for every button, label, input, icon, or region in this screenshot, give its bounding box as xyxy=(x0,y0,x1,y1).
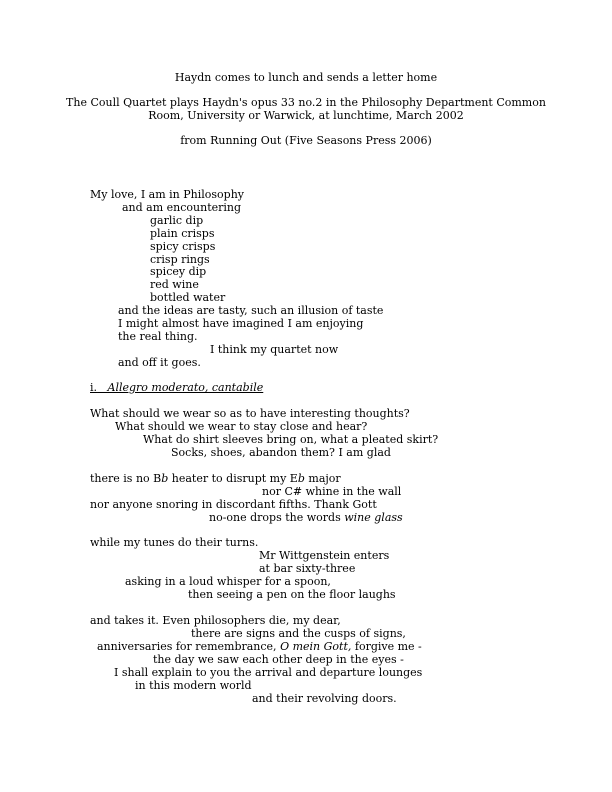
poem-line: and off it goes. xyxy=(118,356,201,369)
poem-line: bottled water xyxy=(150,291,226,304)
poem-line: plain crisps xyxy=(150,227,215,240)
poem-line: nor anyone snoring in discordant fifths. Thank Gott xyxy=(90,498,377,511)
poem-line: and their revolving doors. xyxy=(252,692,397,705)
poem-line: while my tunes do their turns. xyxy=(90,536,259,549)
section-heading xyxy=(90,381,263,394)
poem-line: I might almost have imagined I am enjoying xyxy=(118,317,364,330)
poem-line: and takes it. Even philosophers die, my dear, xyxy=(90,614,341,627)
poem-source: from Running Out (Five Seasons Press 2006) xyxy=(180,134,432,147)
poem-line: spicey dip xyxy=(150,265,207,278)
poem-line: there is no Bb heater to disrupt my Eb major xyxy=(90,472,341,485)
poem-line: red wine xyxy=(150,278,199,291)
poem-line: in this modern world xyxy=(135,679,252,692)
poem-line: Mr Wittgenstein enters xyxy=(259,549,390,562)
poem-line: at bar sixty-three xyxy=(259,562,356,575)
poem-line: garlic dip xyxy=(150,214,204,227)
poem-line: spicy crisps xyxy=(150,240,216,253)
poem-subtitle-line-1: The Coull Quartet plays Haydn's opus 33 no.2 in the Philosophy Department Common xyxy=(66,96,546,109)
section-title: Allegro moderato, cantabile xyxy=(107,381,264,394)
poem-line: My love, I am in Philosophy xyxy=(90,188,245,201)
poem-line: and the ideas are tasty, such an illusion of taste xyxy=(118,304,384,317)
poem-line: no-one drops the words wine glass xyxy=(209,511,403,524)
poem-line: Socks, shoes, abandon them? I am glad xyxy=(171,446,391,459)
poem-line: I shall explain to you the arrival and departure lounges xyxy=(114,666,423,679)
poem-title: Haydn comes to lunch and sends a letter home xyxy=(174,71,438,84)
poem-line: there are signs and the cusps of signs, xyxy=(191,627,406,640)
poem-line: I think my quartet now xyxy=(210,343,339,356)
poem-line: and am encountering xyxy=(122,201,242,214)
poem-line: What should we wear so as to have interesting thoughts? xyxy=(90,407,410,420)
poem-line: then seeing a pen on the floor laughs xyxy=(188,588,396,601)
poem-line: nor C# whine in the wall xyxy=(262,485,402,498)
poem-line: the day we saw each other deep in the eyes - xyxy=(153,653,404,666)
poem-subtitle-line-2: Room, University or Warwick, at lunchtime, March 2002 xyxy=(148,109,464,122)
section-number: i. xyxy=(90,381,98,394)
poem-line: the real thing. xyxy=(118,330,198,343)
poem-line: crisp rings xyxy=(150,253,210,266)
poem-line: anniversaries for remembrance, O mein Gott, forgive me - xyxy=(97,640,422,653)
poem-line: asking in a loud whisper for a spoon, xyxy=(125,575,331,588)
poem-line: What should we wear to stay close and hear? xyxy=(115,420,368,433)
poem-line: What do shirt sleeves bring on, what a pleated skirt? xyxy=(143,433,439,446)
